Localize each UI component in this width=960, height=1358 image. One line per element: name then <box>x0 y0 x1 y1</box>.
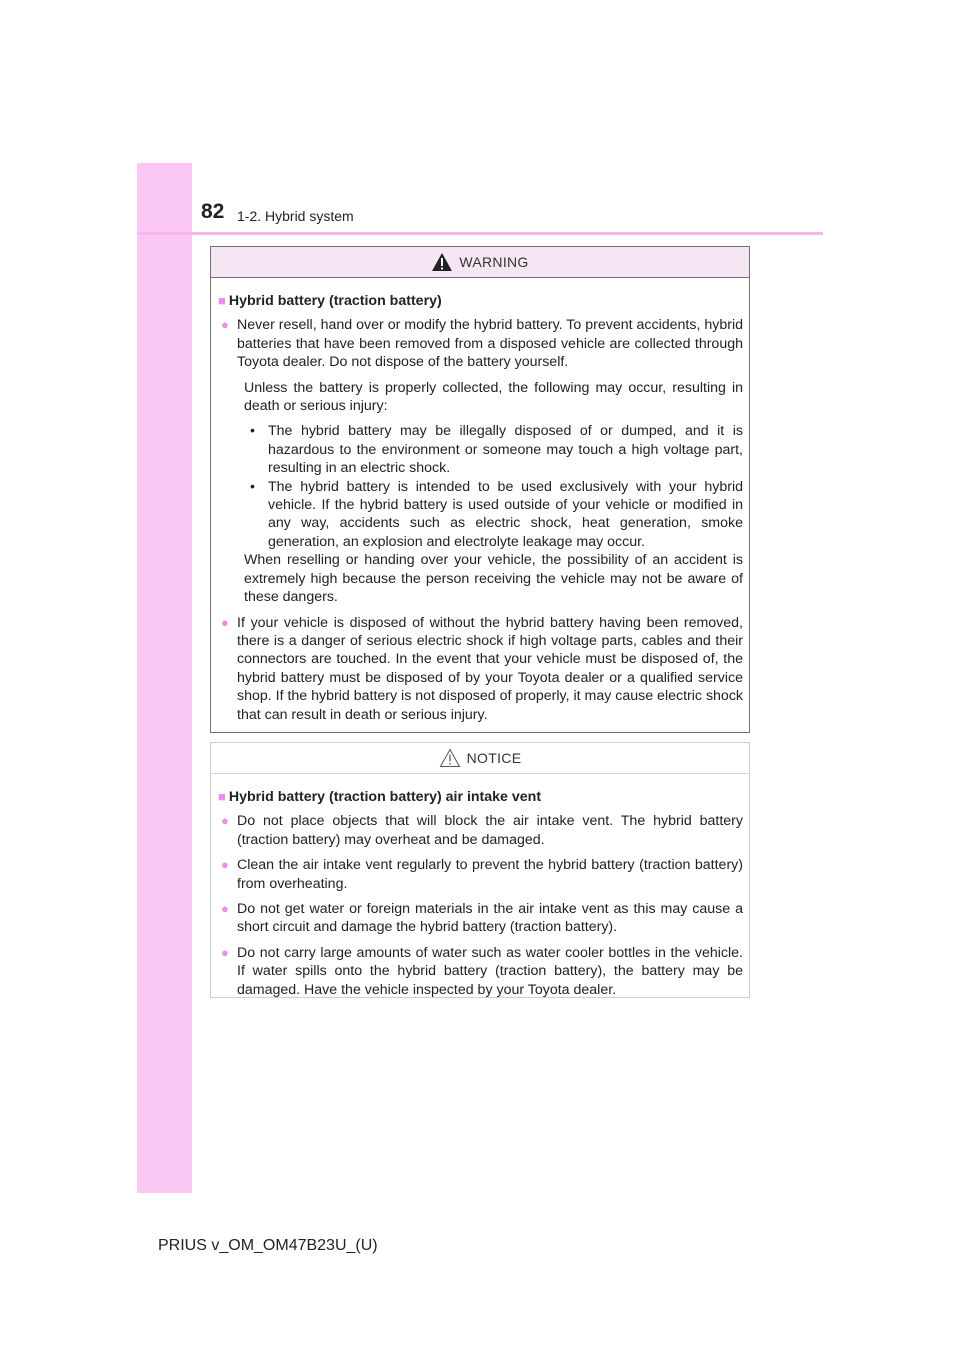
notice-bullet-1: Do not place objects that will block the air intake vent. The hybrid battery (traction battery) may overheat and be damaged. <box>237 813 743 848</box>
warning-triangle-outline-icon <box>439 748 461 768</box>
circle-bullet-icon: ● <box>221 813 229 829</box>
warning-paragraph-2: When reselling or handing over your vehicle, the possibility of an accident is extremely high because the person receiving the vehicle may not be aware of these dangers. <box>244 552 743 606</box>
notice-heading <box>218 788 743 806</box>
circle-bullet-icon: ● <box>221 901 229 917</box>
header-divider <box>137 232 823 235</box>
notice-box <box>210 742 750 998</box>
circle-bullet-icon: ● <box>221 614 229 630</box>
warning-body <box>211 278 749 724</box>
side-tab-band <box>137 163 192 1193</box>
list-item <box>221 316 743 371</box>
notice-heading-text: Hybrid battery (traction battery) air intake vent <box>228 789 542 805</box>
notice-bullet-4: Do not carry large amounts of water such as water cooler bottles in the vehicle. If water spills onto the hybrid battery (traction battery), the battery may be damaged. Have the vehicle inspected by your Toyota dealer. <box>237 944 743 998</box>
warning-header <box>211 247 749 278</box>
notice-body <box>211 774 749 999</box>
notice-bullet-2: Clean the air intake vent regularly to prevent the hybrid battery (traction battery) from overheating. <box>237 857 743 892</box>
warning-bullet-1: Never resell, hand over or modify the hybrid battery. To prevent accidents, hybrid batteries that have been removed from a disposed vehicle are collected through Toyota dealer. Do not dispose of the battery yourself. <box>237 317 743 371</box>
list-item <box>221 812 743 849</box>
page-number: 82 <box>201 200 225 223</box>
warning-heading <box>218 292 743 310</box>
manual-code: PRIUS v_OM_OM47B23U_(U) <box>158 1237 378 1254</box>
warning-heading-text: Hybrid battery (traction battery) <box>228 293 442 309</box>
dot-bullet-icon: • <box>250 478 255 495</box>
circle-bullet-icon: ● <box>221 317 229 333</box>
square-bullet-icon: ■ <box>218 293 226 308</box>
circle-bullet-icon: ● <box>221 857 229 873</box>
warning-sub-item-2: The hybrid battery is intended to be used exclusively with your hybrid vehicle. If the hybrid battery is used outside of your vehicle or modified in any way, accidents such as electric shock, heat generation, smoke generation, an explosion and electrolyte leakage may occur. <box>268 478 743 550</box>
list-item <box>221 856 743 893</box>
section-title: 1-2. Hybrid system <box>237 208 354 224</box>
dot-bullet-icon: • <box>250 423 255 440</box>
warning-box <box>210 246 750 733</box>
list-item <box>244 422 743 477</box>
notice-bullet-3: Do not get water or foreign materials in the air intake vent as this may cause a short circuit and damage the hybrid battery (traction battery). <box>237 901 743 936</box>
list-item <box>221 944 743 999</box>
warning-paragraph-1: Unless the battery is properly collected, the following may occur, resulting in death or serious injury: <box>244 379 743 415</box>
warning-title: WARNING <box>459 254 529 270</box>
list-item <box>221 614 743 724</box>
square-bullet-icon: ■ <box>218 789 226 804</box>
notice-title: NOTICE <box>466 750 522 766</box>
warning-triangle-filled-icon <box>431 252 453 272</box>
circle-bullet-icon: ● <box>221 944 229 960</box>
list-item <box>244 478 743 552</box>
warning-bullet-2: If your vehicle is disposed of without the hybrid battery having been removed, there is a danger of serious electric shock if high voltage parts, cables and their connectors are touched. In the event that your vehicle must be disposed of, the hybrid battery must be disposed of by your Toyota dealer or a qualified service shop. If the hybrid battery is not disposed of properly, it may cause electric shock that can result in death or serious injury. <box>237 614 744 723</box>
warning-sub-item-1: The hybrid battery may be illegally disposed of or dumped, and it is hazardous to the environment or someone may touch a high voltage part, resulting in an electric shock. <box>268 423 743 477</box>
list-item <box>221 900 743 937</box>
notice-header <box>211 743 749 774</box>
